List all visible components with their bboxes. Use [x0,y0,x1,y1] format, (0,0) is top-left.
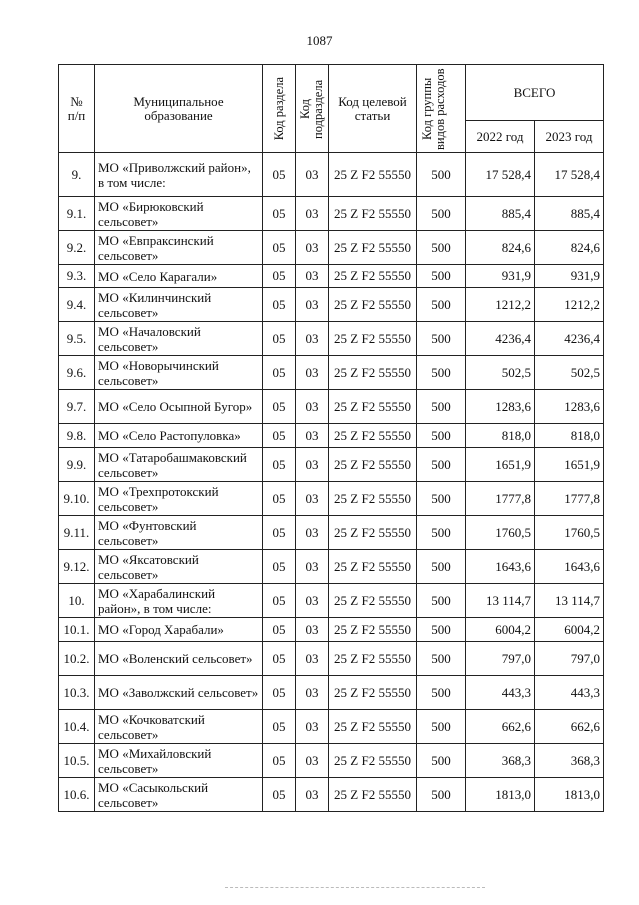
section-code: 05 [263,322,296,356]
amount-2022: 4236,4 [466,322,535,356]
amount-2023: 797,0 [535,642,604,676]
table-row [59,550,604,584]
target-code: 25 Z F2 55550 [329,390,417,424]
subsection-code: 03 [296,618,329,642]
table-row [59,676,604,710]
row-number: 9.7. [59,390,95,424]
expense-group-code: 500 [417,265,466,288]
amount-2022: 1760,5 [466,516,535,550]
header-municipality: Муниципальное образование [95,65,263,153]
section-code: 05 [263,676,296,710]
page-number: 1087 [306,33,333,48]
municipality-name: МО «Сасыкольский сельсовет» [95,778,263,812]
target-code: 25 Z F2 55550 [329,584,417,618]
subsection-code: 03 [296,550,329,584]
table-row [59,618,604,642]
municipality-name: МО «Кочковатский сельсовет» [95,710,263,744]
section-code: 05 [263,288,296,322]
header-subsection-code-label: Код подраздела [298,78,325,139]
section-code: 05 [263,516,296,550]
subsection-code: 03 [296,744,329,778]
amount-2022: 1212,2 [466,288,535,322]
expense-group-code: 500 [417,153,466,197]
table-row [59,642,604,676]
target-code: 25 Z F2 55550 [329,642,417,676]
target-code: 25 Z F2 55550 [329,550,417,584]
subsection-code: 03 [296,231,329,265]
section-code: 05 [263,448,296,482]
amount-2022: 13 114,7 [466,584,535,618]
amount-2022: 1813,0 [466,778,535,812]
amount-2022: 1283,6 [466,390,535,424]
section-code: 05 [263,390,296,424]
section-code: 05 [263,424,296,448]
amount-2023: 1760,5 [535,516,604,550]
table-row [59,778,604,812]
budget-table [58,64,604,812]
row-number: 10.1. [59,618,95,642]
expense-group-code: 500 [417,288,466,322]
page-edge-line [225,887,485,888]
amount-2022: 662,6 [466,710,535,744]
amount-2023: 1777,8 [535,482,604,516]
municipality-name: МО «Фунтовский сельсовет» [95,516,263,550]
amount-2022: 1651,9 [466,448,535,482]
subsection-code: 03 [296,322,329,356]
municipality-name: МО «Бирюковский сельсовет» [95,197,263,231]
section-code: 05 [263,265,296,288]
section-code: 05 [263,744,296,778]
target-code: 25 Z F2 55550 [329,288,417,322]
target-code: 25 Z F2 55550 [329,618,417,642]
expense-group-code: 500 [417,618,466,642]
header-expense-group-code [417,65,466,153]
table-row [59,153,604,197]
header-expense-group-code-label: Код группы видов расходов [420,67,447,150]
target-code: 25 Z F2 55550 [329,676,417,710]
table-row [59,744,604,778]
amount-2022: 931,9 [466,265,535,288]
row-number: 10.6. [59,778,95,812]
municipality-name: МО «Село Карагали» [95,265,263,288]
subsection-code: 03 [296,288,329,322]
municipality-name: МО «Приволжский район», в том числе: [95,153,263,197]
municipality-name: МО «Воленский сельсовет» [95,642,263,676]
expense-group-code: 500 [417,197,466,231]
target-code: 25 Z F2 55550 [329,153,417,197]
row-number: 10.3. [59,676,95,710]
expense-group-code: 500 [417,356,466,390]
table-body [59,153,604,812]
row-number: 9.10. [59,482,95,516]
expense-group-code: 500 [417,390,466,424]
expense-group-code: 500 [417,482,466,516]
header-num: № п/п [59,65,95,153]
subsection-code: 03 [296,448,329,482]
amount-2023: 931,9 [535,265,604,288]
row-number: 10. [59,584,95,618]
target-code: 25 Z F2 55550 [329,356,417,390]
subsection-code: 03 [296,778,329,812]
expense-group-code: 500 [417,424,466,448]
row-number: 10.2. [59,642,95,676]
section-code: 05 [263,584,296,618]
amount-2023: 368,3 [535,744,604,778]
amount-2022: 6004,2 [466,618,535,642]
section-code: 05 [263,642,296,676]
section-code: 05 [263,482,296,516]
municipality-name: МО «Михайловский сельсовет» [95,744,263,778]
target-code: 25 Z F2 55550 [329,744,417,778]
municipality-name: МО «Трехпротокский сельсовет» [95,482,263,516]
amount-2023: 1651,9 [535,448,604,482]
expense-group-code: 500 [417,744,466,778]
row-number: 9.9. [59,448,95,482]
municipality-name: МО «Евпраксинский сельсовет» [95,231,263,265]
municipality-name: МО «Яксатовский сельсовет» [95,550,263,584]
subsection-code: 03 [296,516,329,550]
header-year-2022: 2022 год [466,121,535,153]
row-number: 9.6. [59,356,95,390]
municipality-name: МО «Заволжский сельсовет» [95,676,263,710]
table-row [59,448,604,482]
subsection-code: 03 [296,390,329,424]
section-code: 05 [263,197,296,231]
row-number: 9. [59,153,95,197]
target-code: 25 Z F2 55550 [329,710,417,744]
target-code: 25 Z F2 55550 [329,516,417,550]
table-row [59,584,604,618]
target-code: 25 Z F2 55550 [329,231,417,265]
amount-2023: 17 528,4 [535,153,604,197]
expense-group-code: 500 [417,584,466,618]
municipality-name: МО «Село Осыпной Бугор» [95,390,263,424]
subsection-code: 03 [296,424,329,448]
section-code: 05 [263,710,296,744]
municipality-name: МО «Новорычинский сельсовет» [95,356,263,390]
expense-group-code: 500 [417,676,466,710]
amount-2023: 885,4 [535,197,604,231]
municipality-name: МО «Село Растопуловка» [95,424,263,448]
municipality-name: МО «Город Харабали» [95,618,263,642]
subsection-code: 03 [296,482,329,516]
target-code: 25 Z F2 55550 [329,424,417,448]
municipality-name: МО «Началовский сельсовет» [95,322,263,356]
row-number: 9.1. [59,197,95,231]
amount-2023: 6004,2 [535,618,604,642]
table-row [59,516,604,550]
row-number: 9.3. [59,265,95,288]
expense-group-code: 500 [417,231,466,265]
header-section-code-label: Код раздела [271,76,286,141]
expense-group-code: 500 [417,516,466,550]
row-number: 9.5. [59,322,95,356]
target-code: 25 Z F2 55550 [329,482,417,516]
table-row [59,231,604,265]
section-code: 05 [263,778,296,812]
amount-2022: 1643,6 [466,550,535,584]
row-number: 9.8. [59,424,95,448]
expense-group-code: 500 [417,448,466,482]
amount-2022: 1777,8 [466,482,535,516]
amount-2023: 824,6 [535,231,604,265]
amount-2023: 818,0 [535,424,604,448]
table-row [59,197,604,231]
table-row [59,390,604,424]
header-total: ВСЕГО [466,65,604,121]
subsection-code: 03 [296,197,329,231]
subsection-code: 03 [296,153,329,197]
section-code: 05 [263,231,296,265]
amount-2022: 797,0 [466,642,535,676]
amount-2022: 443,3 [466,676,535,710]
table-row [59,288,604,322]
target-code: 25 Z F2 55550 [329,778,417,812]
municipality-name: МО «Килинчинский сельсовет» [95,288,263,322]
row-number: 9.2. [59,231,95,265]
amount-2023: 1212,2 [535,288,604,322]
amount-2023: 662,6 [535,710,604,744]
target-code: 25 Z F2 55550 [329,197,417,231]
municipality-name: МО «Татаробашмаковский сельсовет» [95,448,263,482]
expense-group-code: 500 [417,550,466,584]
expense-group-code: 500 [417,778,466,812]
target-code: 25 Z F2 55550 [329,448,417,482]
subsection-code: 03 [296,710,329,744]
table-row [59,356,604,390]
amount-2022: 818,0 [466,424,535,448]
expense-group-code: 500 [417,710,466,744]
subsection-code: 03 [296,265,329,288]
table-row [59,322,604,356]
row-number: 10.5. [59,744,95,778]
table-row [59,424,604,448]
header-target-code: Код целевой статьи [329,65,417,153]
municipality-name: МО «Харабалинский район», в том числе: [95,584,263,618]
section-code: 05 [263,550,296,584]
target-code: 25 Z F2 55550 [329,265,417,288]
section-code: 05 [263,618,296,642]
row-number: 9.11. [59,516,95,550]
amount-2023: 502,5 [535,356,604,390]
header-section-code [263,65,296,153]
expense-group-code: 500 [417,642,466,676]
amount-2022: 824,6 [466,231,535,265]
subsection-code: 03 [296,676,329,710]
subsection-code: 03 [296,642,329,676]
amount-2023: 13 114,7 [535,584,604,618]
target-code: 25 Z F2 55550 [329,322,417,356]
amount-2023: 1283,6 [535,390,604,424]
subsection-code: 03 [296,584,329,618]
table-row [59,482,604,516]
amount-2022: 17 528,4 [466,153,535,197]
amount-2023: 4236,4 [535,322,604,356]
amount-2023: 443,3 [535,676,604,710]
row-number: 10.4. [59,710,95,744]
section-code: 05 [263,356,296,390]
table-row [59,265,604,288]
amount-2022: 885,4 [466,197,535,231]
amount-2022: 502,5 [466,356,535,390]
row-number: 9.12. [59,550,95,584]
header-year-2023: 2023 год [535,121,604,153]
amount-2023: 1643,6 [535,550,604,584]
header-subsection-code [296,65,329,153]
amount-2022: 368,3 [466,744,535,778]
subsection-code: 03 [296,356,329,390]
amount-2023: 1813,0 [535,778,604,812]
row-number: 9.4. [59,288,95,322]
section-code: 05 [263,153,296,197]
expense-group-code: 500 [417,322,466,356]
table-row [59,710,604,744]
